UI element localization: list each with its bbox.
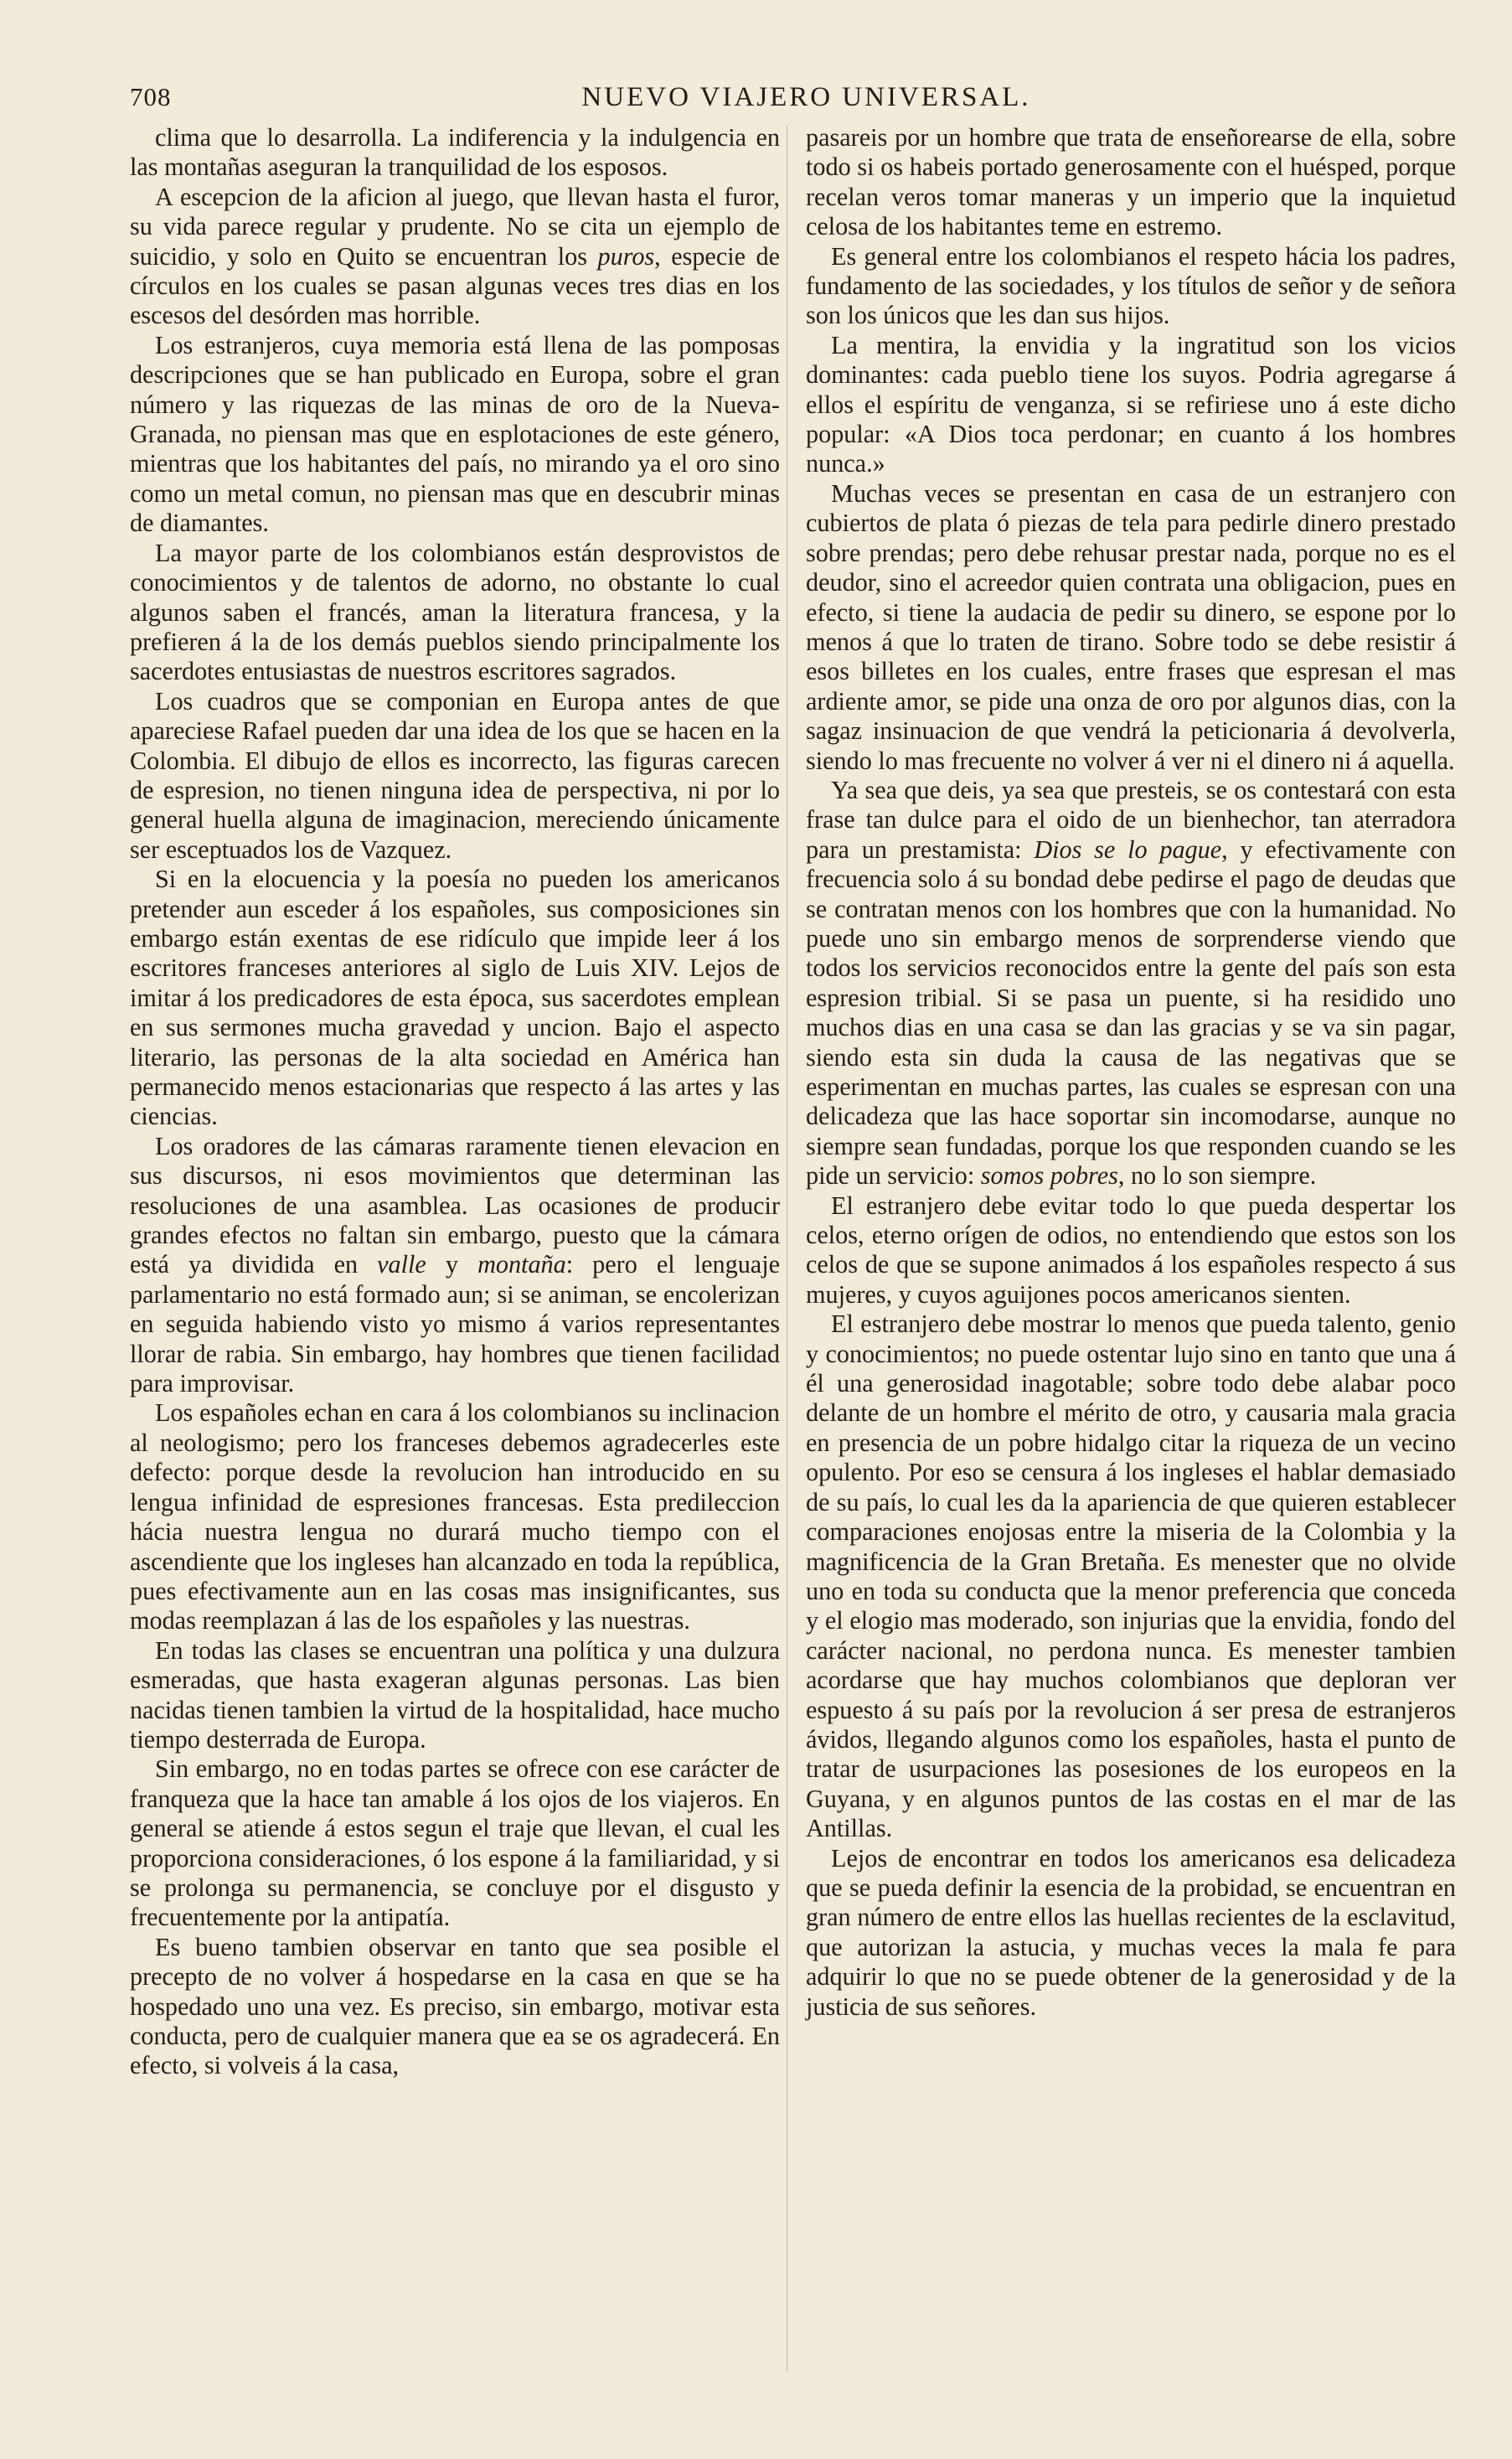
running-title: NUEVO VIAJERO UNIVERSAL. <box>581 82 1031 112</box>
text-run: El estranjero debe mostrar lo menos que pueda talento, genio y conocimientos; no puede ostentar lujo sino en tanto que una á él una generosidad inagotable; sobre todo debe alabar poco delante de un hombre el mérito de otro, y causaria mala gracia en presencia de un pobre hidalgo citar la riqueza de un vecino opulento. Por eso se censura á los ingleses el hablar demasiado de su país, lo cual les da la apariencia de que quieren establecer comparaciones enojosas entre la miseria de la Colombia y la magnificencia de la Gran Bretaña. Es menester que no olvide uno en toda su conducta que la menor preferencia que conceda y el elogio mas moderado, son injurias que la envidia, fondo del carácter nacional, no perdona nunca. Es menester tambien acordarse que hay muchos colombianos que deploran ver espuesto á su país por la revolucion á ser presa de estranjeros ávidos, llegando algunos como los españoles, hasta el punto de tratar de usurpaciones las posesiones de los europeos en la Guyana, y en algunos puntos de las costas en el mar de las Antillas. <box>806 1310 1456 1843</box>
paragraph <box>130 183 780 331</box>
paragraph <box>806 242 1456 331</box>
text-run: Sin embargo, no en todas partes se ofrece con ese carácter de franqueza que la hace tan amable á los ojos de los viajeros. En general se atiende á estos segun el traje que llevan, el cual les proporciona consideraciones, ó los espone á la familiaridad, y si se prolonga su permanencia, se concluye por el disgusto y frecuentemente por la antipatía. <box>130 1754 780 1932</box>
paragraph <box>130 865 780 1132</box>
paragraph <box>130 331 780 539</box>
italic-term: Dios se lo pague <box>1034 834 1222 864</box>
italic-term: puros <box>597 241 655 271</box>
text-run: En todas las clases se encuentran una política y una dulzura esmeradas, que hasta exageran algunas personas. Las bien nacidas tienen tambien la virtud de la hospitalidad, hace mucho tiempo desterrada de Europa. <box>130 1635 780 1754</box>
paragraph <box>806 1191 1456 1310</box>
paragraph <box>130 123 780 183</box>
text-run: Es bueno tambien observar en tanto que sea posible el precepto de no volver á hospedarse en la casa en que se ha hospedado uno una vez. Es preciso, sin embargo, motivar esta conducta, pero de cualquier manera que ea se os agradecerá. En efecto, si volveis á la casa, <box>130 1932 780 2080</box>
text-run: : pero el lenguaje parlamentario no está formado aun; si se animan, se encolerizan en seguida habiendo visto yo mismo á varios representantes llorar de rabia. Sin embargo, hay hombres que tienen facilidad para improvisar. <box>130 1250 780 1398</box>
text-run: clima que lo desarrolla. La indiferencia y la indulgencia en las montañas aseguran la tranquilidad de los esposos. <box>130 123 780 182</box>
italic-term: valle <box>377 1250 426 1279</box>
paragraph <box>130 1933 780 2081</box>
text-run: pasareis por un hombre que trata de enseñorearse de ella, sobre todo si os habeis portado generosamente con el huésped, porque recelan veros tomar maneras y un imperio que la inquietud celosa de los habitantes teme en estremo. <box>806 123 1456 241</box>
text-run: Los cuadros que se componian en Europa antes de que apareciese Rafael pueden dar una idea de los que se hacen en la Colombia. El dibujo de ellos es incorrecto, las figuras carecen de espresion, no tienen ninguna idea de perspectiva, ni por lo general huella alguna de imaginacion, mereciendo únicamente ser esceptuados los de Vazquez. <box>130 686 780 864</box>
paragraph <box>130 539 780 687</box>
page-header <box>130 82 1483 121</box>
text-run: , y efectivamente con frecuencia solo á su bondad debe pedirse el pago de deudas que se contratan menos con los hombres que con la humanidad. No puede uno sin embargo menos de sorprenderse viendo que todos los servicios reconocidos entre la gente del país son esta espresion tribial. Si se pasa un puente, si ha residido uno muchos dias en una casa se dan las gracias y se va sin pagar, siendo esta sin duda la causa de las negativas que se esperimentan en muchas partes, las cuales se espresan con una delicadeza que las hace soportar sin incomodarse, aunque no siempre sean fundadas, porque los que responden cuando se les pide un servicio: <box>806 834 1456 1191</box>
text-run: Los oradores de las cámaras raramente tienen elevacion en sus discursos, ni esos movimientos que determinan las resoluciones de una asamblea. Las ocasiones de producir grandes efectos no faltan sin embargo, puesto que la cámara está ya dividida en <box>130 1131 780 1279</box>
paragraph <box>806 1310 1456 1843</box>
text-run: El estranjero debe evitar todo lo que pueda despertar los celos, eterno orígen de odios, no entendiendo que estos son los celos de que se supone animados á los españoles respecto á sus mujeres, y cuyos aguijones pocos americanos sienten. <box>806 1191 1456 1309</box>
paragraph <box>130 1754 780 1932</box>
paragraph <box>130 1636 780 1755</box>
paragraph <box>806 1844 1456 2022</box>
paragraph <box>806 123 1456 242</box>
paragraph <box>806 331 1456 479</box>
text-run: Muchas veces se presentan en casa de un estranjero con cubiertos de plata ó piezas de tela para pedirle dinero prestado sobre prendas; pero debe rehusar prestar nada, porque no es el deudor, sino el acreedor quien contrata una obligacion, pues en efecto, si tiene la audacia de pedir su dinero, se espone por lo menos á que lo traten de tirano. Sobre todo se debe resistir á esos billetes en los cuales, entre frases que espresan el mas ardiente amor, se pide una onza de oro por algunos dias, con la sagaz insinuacion de que vendrá la peticionaria á devolverla, siendo lo mas frecuente no volver á ver ni el dinero ni á aquella. <box>806 478 1456 775</box>
paragraph <box>130 1398 780 1635</box>
text-run: Los españoles echan en cara á los colombianos su inclinacion al neologismo; pero los franceses debemos agradecerles este defecto: porque desde la revolucion han introducido en su lengua infinidad de espresiones francesas. Esta predileccion hácia nuestra lengua no durará mucho tiempo con el ascendiente que los ingleses han alcanzado en toda la república, pues efectivamente aun en las cosas mas insignificantes, sus modas reemplazan á las de los españoles y las nuestras. <box>130 1398 780 1635</box>
left-column <box>130 123 780 2081</box>
right-column <box>806 123 1456 2022</box>
text-run: y <box>426 1250 478 1279</box>
text-run: Ya sea que deis, ya sea que presteis, se os contestará con esta frase tan dulce para el oido de un bienhechor, tan aterradora para un prestamista: <box>806 775 1456 864</box>
text-run: Los estranjeros, cuya memoria está llena de las pomposas descripciones que se han publicado en Europa, sobre el gran número y las riquezas de las minas de oro de la Nueva-Granada, no piensan mas que en esplotaciones de este género, mientras que los habitantes del país, no mirando ya el oro sino como un metal comun, no piensan mas que en descubrir minas de diamantes. <box>130 330 780 538</box>
text-run: La mentira, la envidia y la ingratitud son los vicios dominantes: cada pueblo tiene los suyos. Podria agregarse á ellos el espíritu de venganza, si se refiriese uno á este dicho popular: «A Dios toca perdonar; en cuanto á los hombres nunca.» <box>806 330 1456 478</box>
page-number: 708 <box>130 82 172 111</box>
paragraph <box>806 776 1456 1191</box>
italic-term: montaña <box>477 1250 566 1279</box>
italic-term: somos pobres <box>980 1161 1118 1191</box>
paragraph <box>130 1132 780 1399</box>
text-run: Es general entre los colombianos el respeto hácia los padres, fundamento de las sociedades, y los títulos de señor y de señora son los únicos que les dan sus hijos. <box>806 241 1456 330</box>
paragraph <box>806 479 1456 776</box>
paragraph <box>130 687 780 865</box>
text-run: , especie de círculos en los cuales se pasan algunas veces tres dias en los escesos del desórden mas horrible. <box>130 241 780 330</box>
text-run: Lejos de encontrar en todos los americanos esa delicadeza que se pueda definir la esencia de la probidad, se encuentran en gran número de entre ellos las huellas recientes de la esclavitud, que autorizan la astucia, y muchas veces la mala fe para adquirir lo que no se puede obtener de la generosidad y de la justicia de sus señores. <box>806 1843 1456 2021</box>
text-run: Si en la elocuencia y la poesía no pueden los americanos pretender aun esceder á los españoles, sus composiciones sin embargo están exentas de ese ridículo que impide leer á los escritores franceses anteriores al siglo de Luis XIV. Lejos de imitar á los predicadores de esta época, sus sacerdotes emplean en sus sermones mucha gravedad y uncion. Bajo el aspecto literario, las personas de la alta sociedad en América han permanecido menos estacionarias que respecto á las artes y las ciencias. <box>130 865 780 1131</box>
text-run: La mayor parte de los colombianos están desprovistos de conocimientos y de talentos de adorno, no obstante lo cual algunos saben el francés, aman la literatura francesa, y la prefieren á la de los demás pueblos siendo principalmente los sacerdotes entusiastas de nuestros escritores sagrados. <box>130 538 780 686</box>
text-run: A escepcion de la aficion al juego, que llevan hasta el furor, su vida parece regular y prudente. No se cita un ejemplo de suicidio, y solo en Quito se encuentran los <box>130 182 780 271</box>
text-run: , no lo son siempre. <box>1117 1161 1317 1191</box>
